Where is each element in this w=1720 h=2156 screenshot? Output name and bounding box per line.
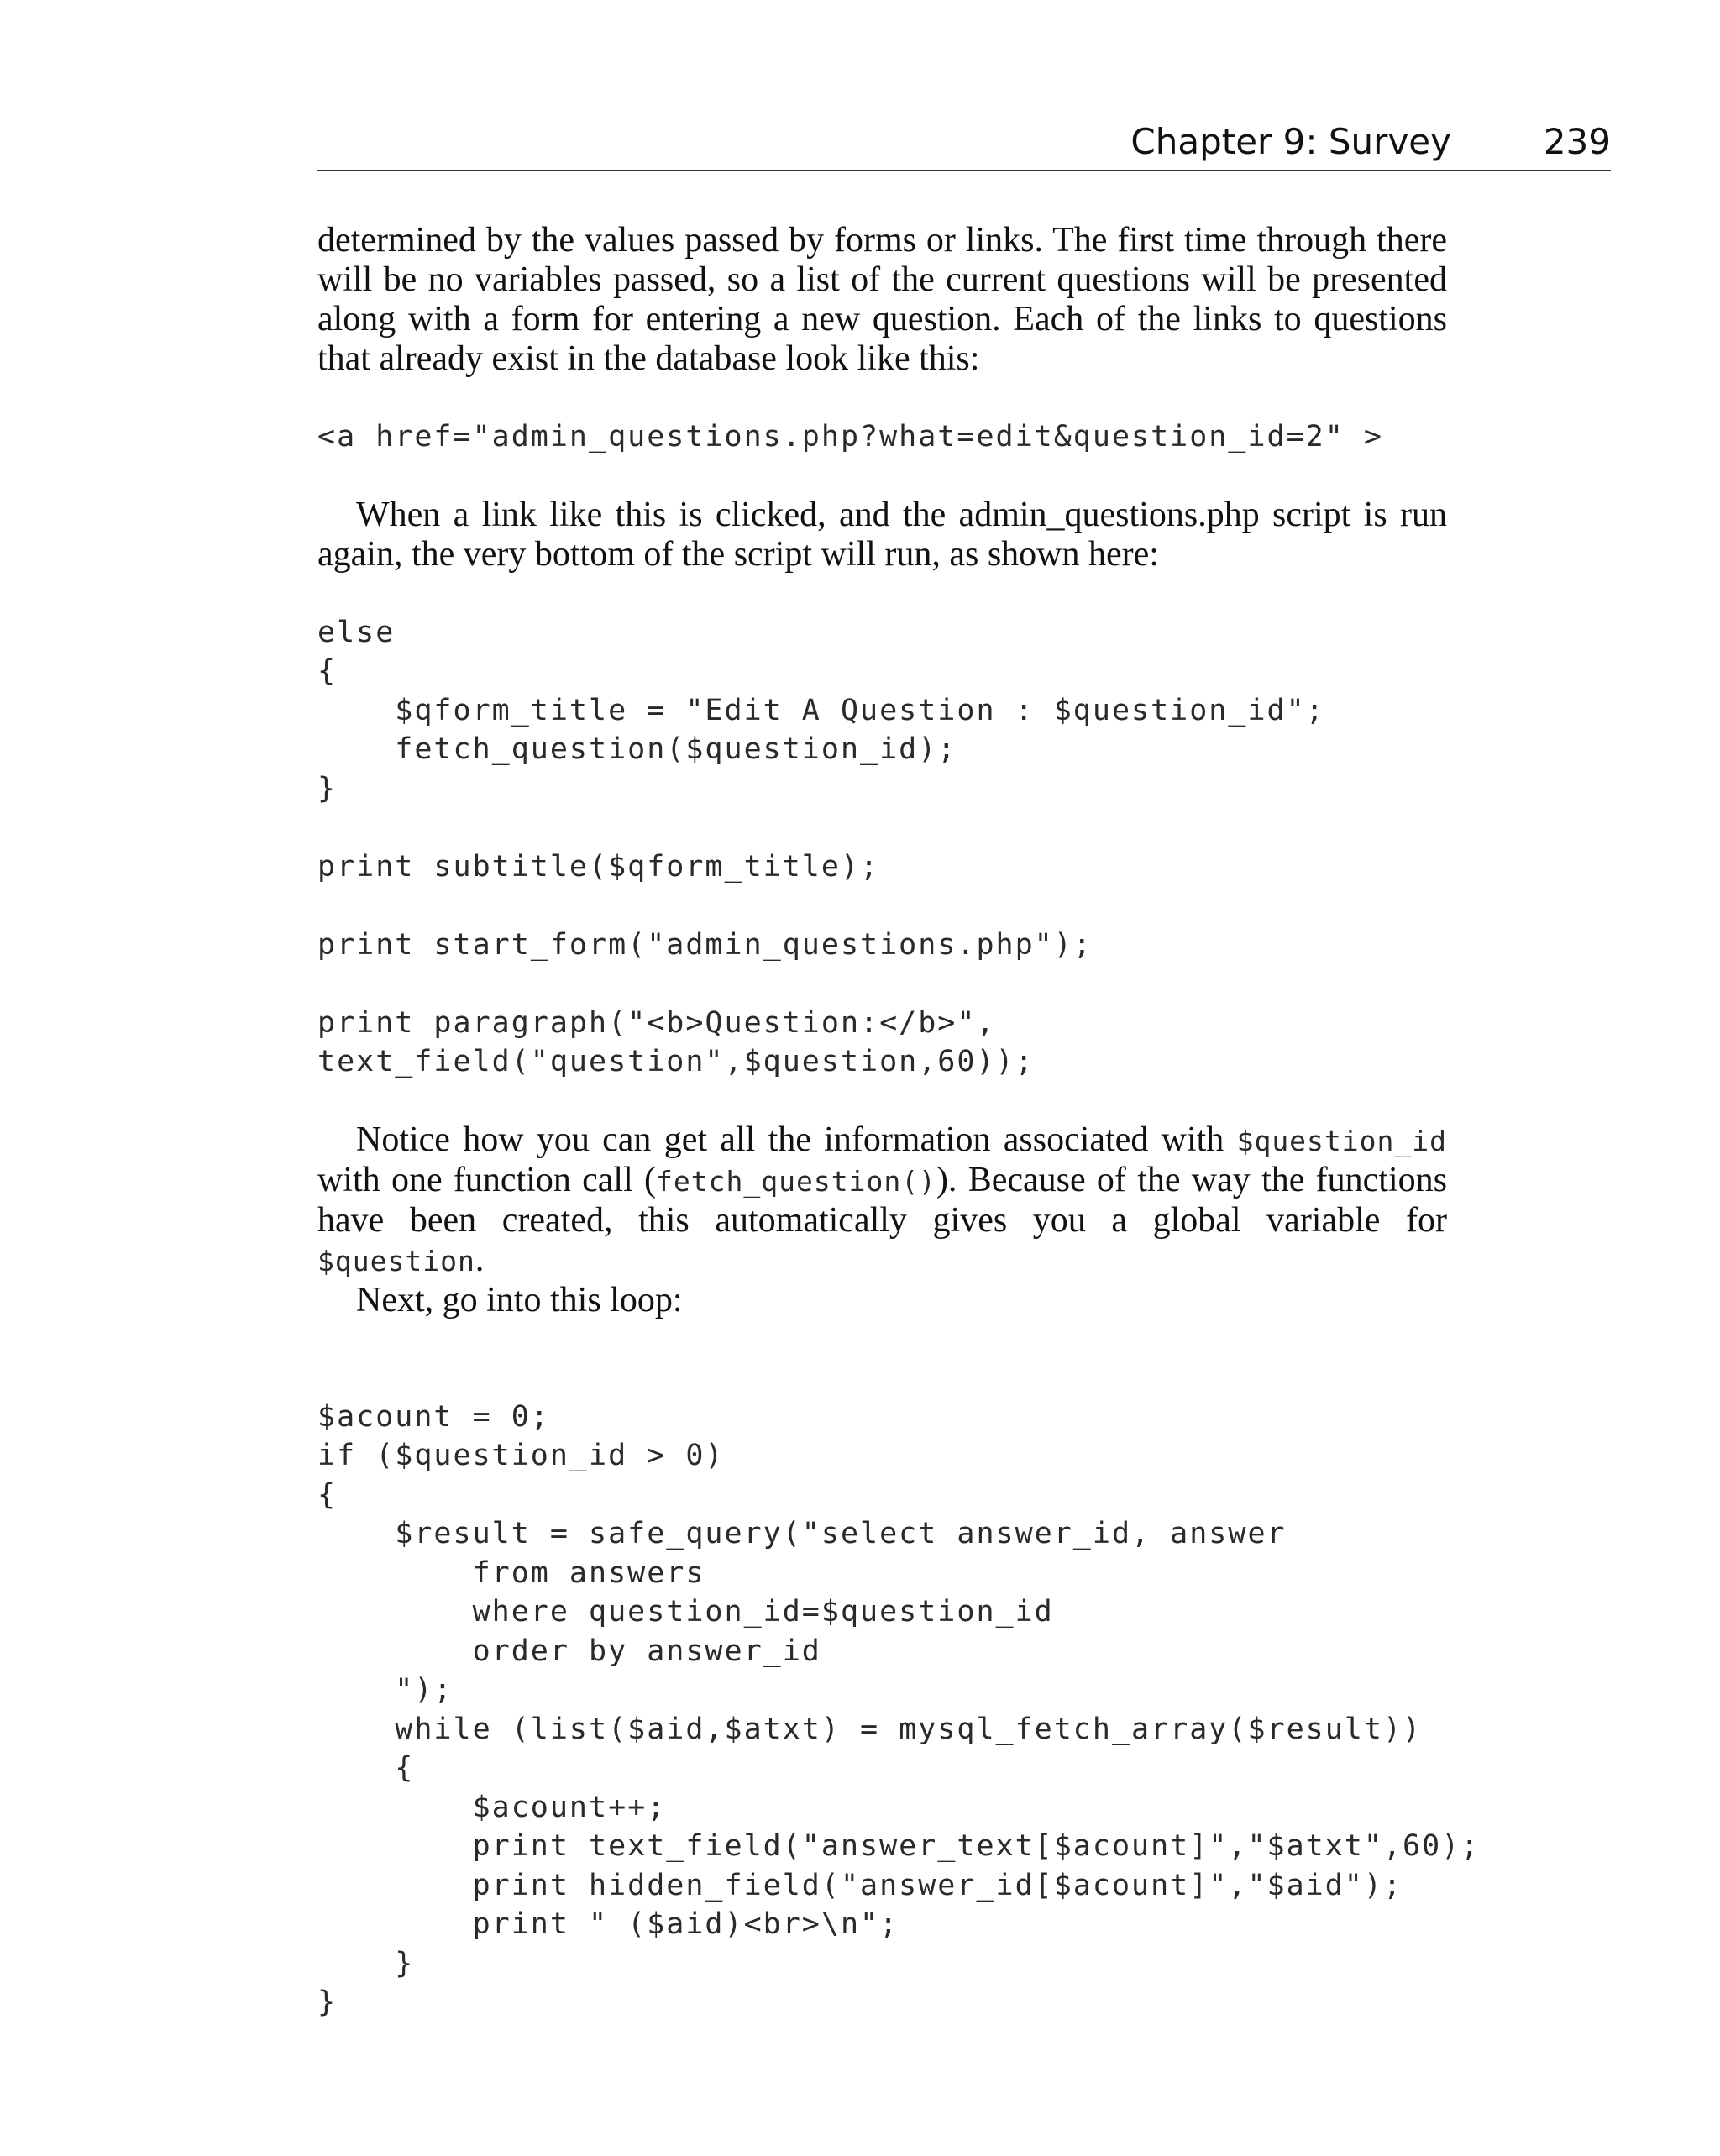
page-number: 239 bbox=[1543, 121, 1611, 162]
code-block-loop: $acount = 0; if ($question_id > 0) { $result = safe_query("select answer_id, answer from answers where question_id=$question_id order by answer_id "); while (list($aid,$atxt) = mysql_fetch_array($result)) { $acount++; print text_field("answer_text[$acount]","$atxt",60); print hidden_field("answer_id[$acount]","$aid"); print " ($aid)<br>\n"; } } bbox=[317, 1399, 1481, 2019]
paragraph-intro: determined by the values passed by forms or links. The first time through there will be no variables passed, so a list of the current questions will be presented along with a form for entering a new question. Each of the links to questions that already exist in the database look like this: bbox=[317, 221, 1447, 378]
paragraph-notice-text-4: . bbox=[475, 1240, 485, 1279]
paragraph-next: Next, go into this loop: bbox=[356, 1280, 683, 1319]
paragraph-notice-text-3: ). Because of the way the functions have been created, this automatically gives you a global variable for bbox=[317, 1160, 1447, 1240]
page-content bbox=[317, 221, 1481, 2022]
chapter-title: Chapter 9: Survey bbox=[1130, 121, 1451, 162]
code-block-link: <a href="admin_questions.php?what=edit&question_id=2" > bbox=[317, 420, 1383, 454]
inline-code-question: $question bbox=[317, 1244, 475, 1277]
paragraph-notice-text-2: with one function call ( bbox=[317, 1160, 657, 1199]
paragraph-link-clicked: When a link like this is clicked, and the admin_questions.php script is run again, the very bottom of the script will run, as shown here: bbox=[317, 495, 1447, 574]
inline-code-question-id: $question_id bbox=[1236, 1124, 1447, 1157]
code-block-else: else { $qform_title = "Edit A Question : $question_id"; fetch_question($question_id); } print subtitle($qform_title); print start_form("admin_questions.php"); print paragraph("<b>Question:</b>", text_field("question",$question,60)); bbox=[317, 615, 1325, 1078]
page-header bbox=[317, 118, 1611, 171]
inline-code-fetch-question: fetch_question() bbox=[656, 1164, 936, 1198]
paragraph-notice bbox=[317, 1120, 1447, 1281]
paragraph-notice-text-1: Notice how you can get all the information associated with bbox=[356, 1120, 1237, 1159]
